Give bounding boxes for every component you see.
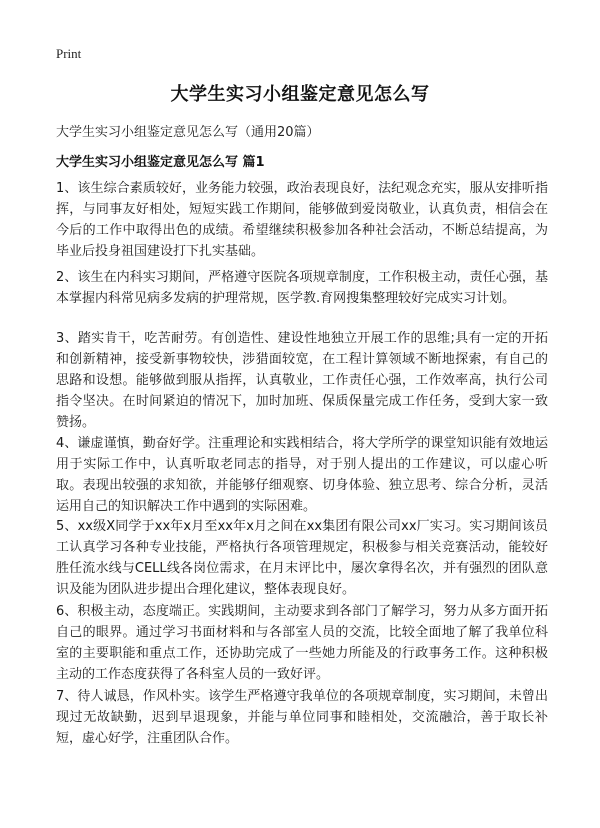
print-label: Print [56, 46, 82, 61]
page-subtitle: 大学生实习小组鉴定意见怎么写（通用20篇） [56, 125, 320, 140]
page-title: 大学生实习小组鉴定意见怎么写 [170, 84, 430, 105]
paragraph-4: 4、谦虚谨慎，勤奋好学。注重理论和实践相结合，将大学所学的课堂知识能有效地运用于实际工作中，认真听取老同志的指导，对于别人提出的工作建议，可以虚心听取。表现出较强的求知欲，并能够仔细观察、切身体验、独立思考、综合分析，灵活运用自己的知识解决工作中遇到的实际困难。 [56, 436, 548, 514]
paragraph-3: 3、踏实肯干，吃苦耐劳。有创造性、建设性地独立开展工作的思维;具有一定的开拓和创新精神，接受新事物较快，涉猎面较宽，在工程计算领域不断地探索，有自己的思路和设想。能够做到服从指挥，认真敬业，工作责任心强，工作效率高，执行公司指令坚决。在时间紧迫的情况下，加时加班、保质保量完成工作任务，受到大家一致赞扬。 [56, 331, 548, 430]
paragraph-7: 7、待人诚恳，作风朴实。该学生严格遵守我单位的各项规章制度，实习期间，未曾出现过无故缺勤，迟到早退现象，并能与单位同事和睦相处，交流融洽，善于取长补短，虚心好学，注重团队合作。 [56, 689, 548, 746]
paragraph-6: 6、积极主动，态度端正。实践期间，主动要求到各部门了解学习，努力从多方面开拓自己的眼界。通过学习书面材料和与各部室人员的交流，比较全面地了解了我单位科室的主要职能和重点工作，还协助完成了一些她力所能及的行政事务工作。这种积极主动的工作态度获得了各科室人员的一致好评。 [56, 604, 548, 682]
paragraph-1: 1、该生综合素质较好，业务能力较强，政治表现良好，法纪观念充实，服从安排听指挥，与同事友好相处，短短实践工作期间，能够做到爱岗敬业，认真负责，相信会在今后的工作中取得出色的成绩。希望继续积极参加各种社会活动，不断总结提高，为毕业后投身祖国建设打下扎实基础。 [56, 181, 548, 259]
paragraph-2: 2、该生在内科实习期间，严格遵守医院各项规章制度，工作积极主动，责任心强，基本掌握内科常见病多发病的护理常规，医学教.育网搜集整理较好完成实习计划。 [56, 270, 548, 306]
paragraph-5: 5、xx级X同学于xx年x月至xx年x月之间在xx集团有限公司xx厂实习。实习期间该员工认真学习各种专业技能，严格执行各项管理规定，积极参与相关竞赛活动，能较好胜任流水线与CELL线各岗位需求，在月末评比中，屡次拿得名次，并有强烈的团队意识及能为团队进步提出合理化建议，整体表现良好。 [56, 519, 548, 597]
section-heading: 大学生实习小组鉴定意见怎么写 篇1 [56, 155, 265, 170]
